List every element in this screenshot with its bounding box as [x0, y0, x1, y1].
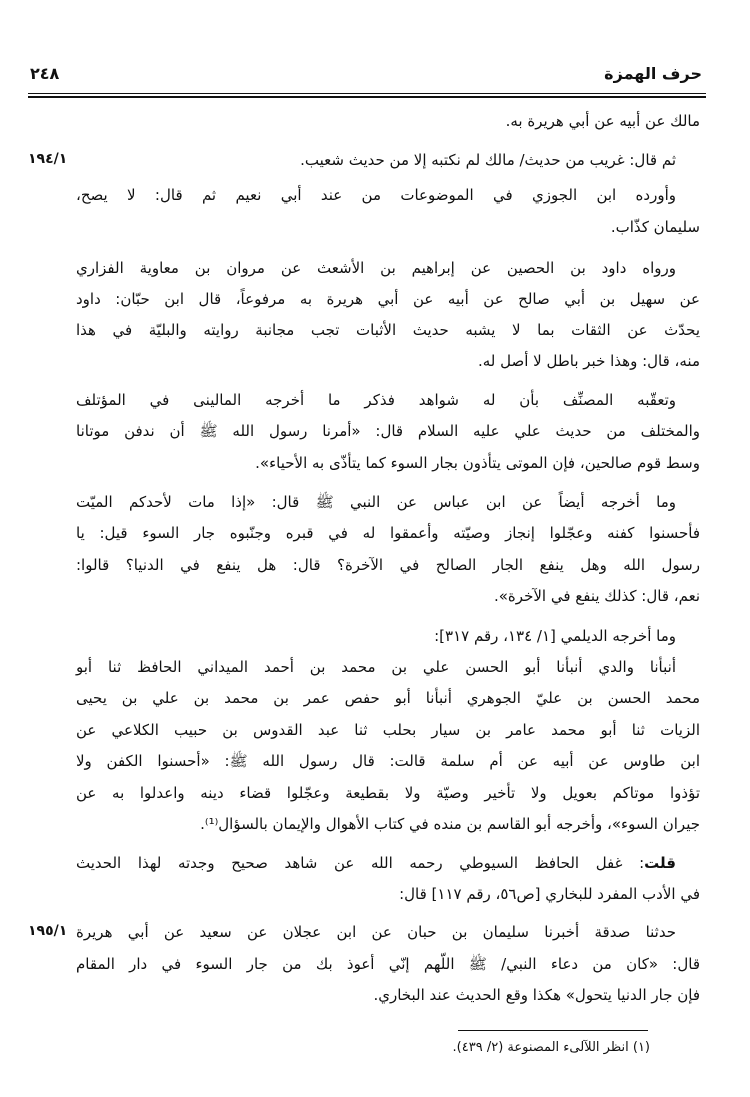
line-text: تؤذوا موتاكم بعويل ولا تأخير وصيّة ولا بقطيعة وعجّلوا قضاء دينه واعدلوا به عن [76, 784, 700, 802]
text-line [76, 921, 700, 943]
line-text: جيران السوء»، وأخرجه أبو القاسم بن منده في كتاب الأهوال والإيمان بالسؤال⁽¹⁾. [200, 815, 700, 833]
line-text: وسط قوم صالحين، فإن الموتى يتأذون بجار السوء كما يتأذّى به الأحياء». [255, 454, 700, 472]
text-line [76, 554, 700, 576]
line-text: وما أخرجه الديلمي [١/ ١٣٤، رقم ٣١٧]: [434, 627, 676, 645]
text-line [76, 782, 700, 804]
line-text: وأورده ابن الجوزي في الموضوعات من عند أبي نعيم ثم قال: لا يصح، [76, 186, 676, 204]
line-text: فأحسنوا كفنه وعجّلوا إنجاز وصيّته وأعمقوا له في قبره وجنّبوه جار السوء قيل: يا [76, 524, 700, 542]
text-line [76, 288, 700, 310]
text-line [76, 719, 700, 741]
line-text: وتعقّبه المصنِّف بأن له شواهد فذكر ما أخرجه المالينى في المؤتلف [76, 391, 676, 409]
line-text: ابن طاوس عن أبيه عن أم سلمة قالت: قال رسول الله ﷺ: «أحسنوا الكفن ولا [76, 752, 700, 770]
line-text: الزيات ثنا أبو محمد عامر بن سيار بحلب ثنا عبد القدوس بن حبيب الكلاعي عن [76, 721, 700, 739]
text-line [76, 389, 700, 411]
text-line [76, 216, 700, 238]
header-rule-thick [28, 96, 706, 98]
line-text: فإن جار الدنيا يتحول» هكذا وقع الحديث عند البخاري. [373, 986, 700, 1004]
margin-reference: ١٩٤/١ [28, 151, 68, 167]
text-line [76, 350, 700, 372]
text-line [76, 813, 700, 835]
footnote-rule [458, 1030, 648, 1031]
text-line [76, 149, 700, 171]
text-line [76, 687, 700, 709]
line-text: منه، قال: وهذا خبر باطل لا أصل له. [477, 352, 700, 370]
text-line [76, 984, 700, 1006]
page-number: ٢٤٨ [30, 64, 60, 83]
text-line [76, 522, 700, 544]
text-line [76, 883, 700, 905]
text-line [76, 852, 700, 874]
running-title: حرف الهمزة [604, 64, 702, 83]
text-line [76, 750, 700, 772]
line-text: حدثنا صدقة أخبرنا سليمان بن حبان عن ابن عجلان عن سعيد عن أبي هريرة [76, 923, 676, 941]
text-line [76, 491, 700, 513]
line-text: رسول الله وهل ينفع الجار الصالح في الآخرة؟ قال: هل ينفع في الدنيا؟ قالوا: [76, 556, 700, 574]
text-line [76, 257, 700, 279]
line-text: : غفل الحافظ السيوطي رحمه الله عن شاهد صحيح وجدته لهذا الحديث [76, 854, 645, 872]
text-line [76, 184, 700, 206]
line-text: محمد الحسن بن عليّ الجوهري أنبأنا أبو حفص عمر بن محمد بن علي بن يحيى [76, 689, 700, 707]
margin-reference: ١٩٥/١ [28, 923, 68, 939]
line-text: ورواه داود بن الحصين عن إبراهيم بن الأشعث عن مروان بن معاوية الفزاري [76, 259, 676, 277]
text-line [76, 585, 700, 607]
lead-word: قلت [644, 854, 676, 872]
line-text: مالك عن أبيه عن أبي هريرة به. [505, 112, 700, 130]
text-line [76, 953, 700, 975]
text-line [76, 656, 700, 678]
text-line [76, 452, 700, 474]
text-line [76, 110, 700, 132]
line-text: قال: «كان من دعاء النبي/ ﷺ اللّهم إنّي أعوذ بك من جار السوء في دار المقام [76, 955, 700, 973]
line-text: نعم، قال: كذلك ينفع في الآخرة». [493, 587, 700, 605]
text-line [76, 420, 700, 442]
line-text: وما أخرجه أيضاً عن ابن عباس عن النبي ﷺ قال: «إذا مات لأحدكم الميّت [76, 493, 676, 511]
line-text: يحدّث عن الثقات بما لا يشبه حديث الأثبات تجب مجانبة روايته والبليّة في هذا [76, 321, 700, 339]
header-rule [28, 93, 706, 94]
line-text: ثم قال: غريب من حديث/ مالك لم نكتبه إلا من حديث شعيب. [300, 151, 676, 169]
line-text: والمختلف من حديث علي عليه السلام قال: «أمرنا رسول الله ﷺ أن ندفن موتانا [76, 422, 700, 440]
text-line [76, 625, 700, 647]
line-text: عن سهيل بن أبي صالح عن أبيه عن أبي هريرة به مرفوعاً، قال ابن حبّان: داود [76, 290, 700, 308]
line-text: أنبأنا والدي أنبأنا أبو الحسن علي بن محمد بن أحمد الميداني الحافظ ثنا أبو [76, 658, 676, 676]
line-text: سليمان كذّاب. [610, 218, 700, 236]
text-line [76, 319, 700, 341]
line-text: في الأدب المفرد للبخاري [ص٥٦، رقم ١١٧] قال: [399, 885, 700, 903]
footnote: (١) انظر اللآلىء المصنوعة (٢/ ٤٣٩). [452, 1040, 650, 1055]
